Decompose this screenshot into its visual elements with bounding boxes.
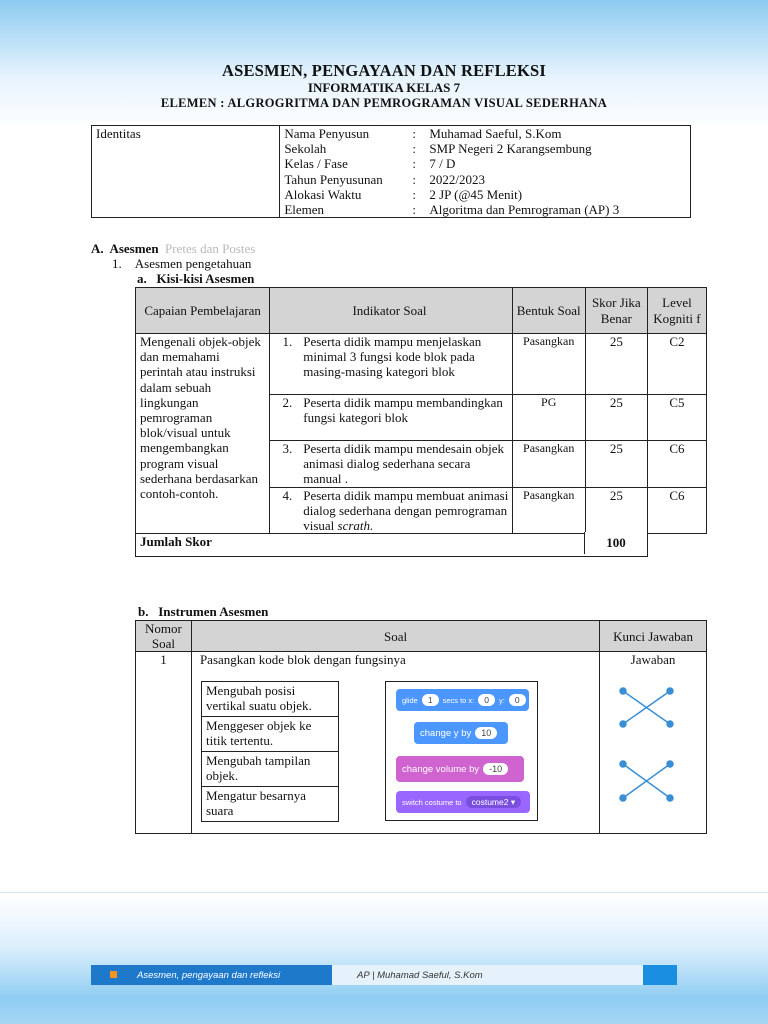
header-soal: Soal xyxy=(191,621,599,652)
bentuk-cell: Pasangkan xyxy=(512,334,585,395)
header-indikator: Indikator Soal xyxy=(270,288,512,334)
footer-bar xyxy=(91,965,677,985)
document-element-line: ELEMEN : ALGROGRITMA DAN PEMROGRAMAN VISUAL SEDERHANA xyxy=(160,96,608,110)
skor-cell: 25 xyxy=(585,441,647,488)
header-kunci: Kunci Jawaban xyxy=(600,621,707,652)
identity-row: Tahun Penyusunan : 2022/2023 xyxy=(284,171,485,187)
header-level: Level Kogniti f xyxy=(647,288,706,334)
change-volume-block: change volume by -10 xyxy=(396,756,524,782)
function-item: Menggeser objek ke titik tertentu. xyxy=(202,717,339,752)
level-cell: C5 xyxy=(647,395,706,441)
footer-square-icon xyxy=(110,971,117,978)
function-item: Mengubah posisi vertikal suatu objek. xyxy=(202,682,339,717)
header-capaian: Capaian Pembelajaran xyxy=(136,288,270,334)
skor-cell: 25 xyxy=(585,395,647,441)
section-a-heading: A. Asesmen Pretes dan Postes xyxy=(91,241,256,256)
switch-costume-block: switch costume to costume2 ▾ xyxy=(396,791,530,813)
total-label: Jumlah Skor xyxy=(136,534,648,557)
kisi-kisi-table xyxy=(135,287,707,557)
document-header xyxy=(0,61,768,111)
kunci-cell: Jawaban xyxy=(600,652,707,834)
function-item: Mengatur besarnya suara xyxy=(202,787,339,822)
section-a-pale-note: Pretes dan Postes xyxy=(165,241,256,256)
skor-cell: 25 xyxy=(585,334,647,395)
soal-cell: Pasangkan kode blok dengan fungsinya xyxy=(191,652,599,834)
document-subtitle: INFORMATIKA KELAS 7 xyxy=(307,80,461,95)
document-title: ASESMEN, PENGAYAAN DAN REFLEKSI xyxy=(221,61,547,80)
footer-left: Asesmen, pengayaan dan refleksi xyxy=(91,965,332,985)
indikator-cell: 4. Peserta didik mampu membuat animasi dialog sederhana dengan pemrograman visual scrath. xyxy=(270,487,512,534)
identity-table xyxy=(91,125,691,218)
function-list xyxy=(201,681,339,822)
identity-details xyxy=(280,126,691,218)
footer-divider xyxy=(0,892,768,893)
level-cell: C2 xyxy=(647,334,706,395)
function-item: Mengubah tampilan objek. xyxy=(202,752,339,787)
identity-row: Kelas / Fase : 7 / D xyxy=(284,156,456,172)
capaian-cell: Mengenali objek-objek dan memahami perintah atau instruksi dalam sebuah lingkungan pemrograman blok/visual untuk mengembangkan program visual sederhana berdasarkan contoh-contoh. xyxy=(136,334,270,534)
identity-row: Nama Penyusun : Muhamad Saeful, S.Kom xyxy=(284,126,562,141)
identity-row: Sekolah : SMP Negeri 2 Karangsembung xyxy=(284,141,592,157)
footer-background xyxy=(0,895,768,1024)
change-y-block: change y by 10 xyxy=(414,722,508,744)
skor-cell: 25 xyxy=(585,487,647,534)
section-a-item-1: 1. Asesmen pengetahuan xyxy=(112,256,252,271)
level-cell: C6 xyxy=(647,487,706,534)
answer-key-lines xyxy=(600,670,707,830)
indikator-cell: 2. Peserta didik mampu membandingkan fungsi kategori blok xyxy=(270,395,512,441)
header-skor: Skor Jika Benar xyxy=(585,288,647,334)
level-cell: C6 xyxy=(647,441,706,488)
indikator-cell: 1. Peserta didik mampu menjelaskan minimal 3 fungsi kode blok pada masing-masing kategori blok xyxy=(270,334,512,395)
bentuk-cell: Pasangkan xyxy=(512,441,585,488)
total-value: 100 xyxy=(584,532,648,554)
identity-row: Alokasi Waktu : 2 JP (@45 Menit) xyxy=(284,186,523,202)
footer-author: AP | Muhamad Saeful, S.Kom xyxy=(332,965,643,985)
bentuk-cell: Pasangkan xyxy=(512,487,585,534)
identity-row: Elemen : Algoritma dan Pemrograman (AP) 3 xyxy=(284,201,620,217)
header-nomor: Nomor Soal xyxy=(136,621,192,652)
bentuk-cell: PG xyxy=(512,395,585,441)
footer-accent xyxy=(643,965,677,985)
indikator-cell: 3. Peserta didik mampu mendesain objek animasi dialog sederhana secara manual . xyxy=(270,441,512,488)
section-a-sub-a: a. Kisi-kisi Asesmen xyxy=(137,271,255,286)
glide-block: glide 1 secs to x: 0 y: 0 xyxy=(396,689,529,711)
table-row xyxy=(136,334,707,395)
header-bentuk: Bentuk Soal xyxy=(512,288,585,334)
code-blocks-image xyxy=(385,681,538,821)
section-b-heading: b. Instrumen Asesmen xyxy=(138,604,269,619)
identity-label: Identitas xyxy=(92,126,280,218)
nomor-cell: 1 xyxy=(136,652,192,834)
